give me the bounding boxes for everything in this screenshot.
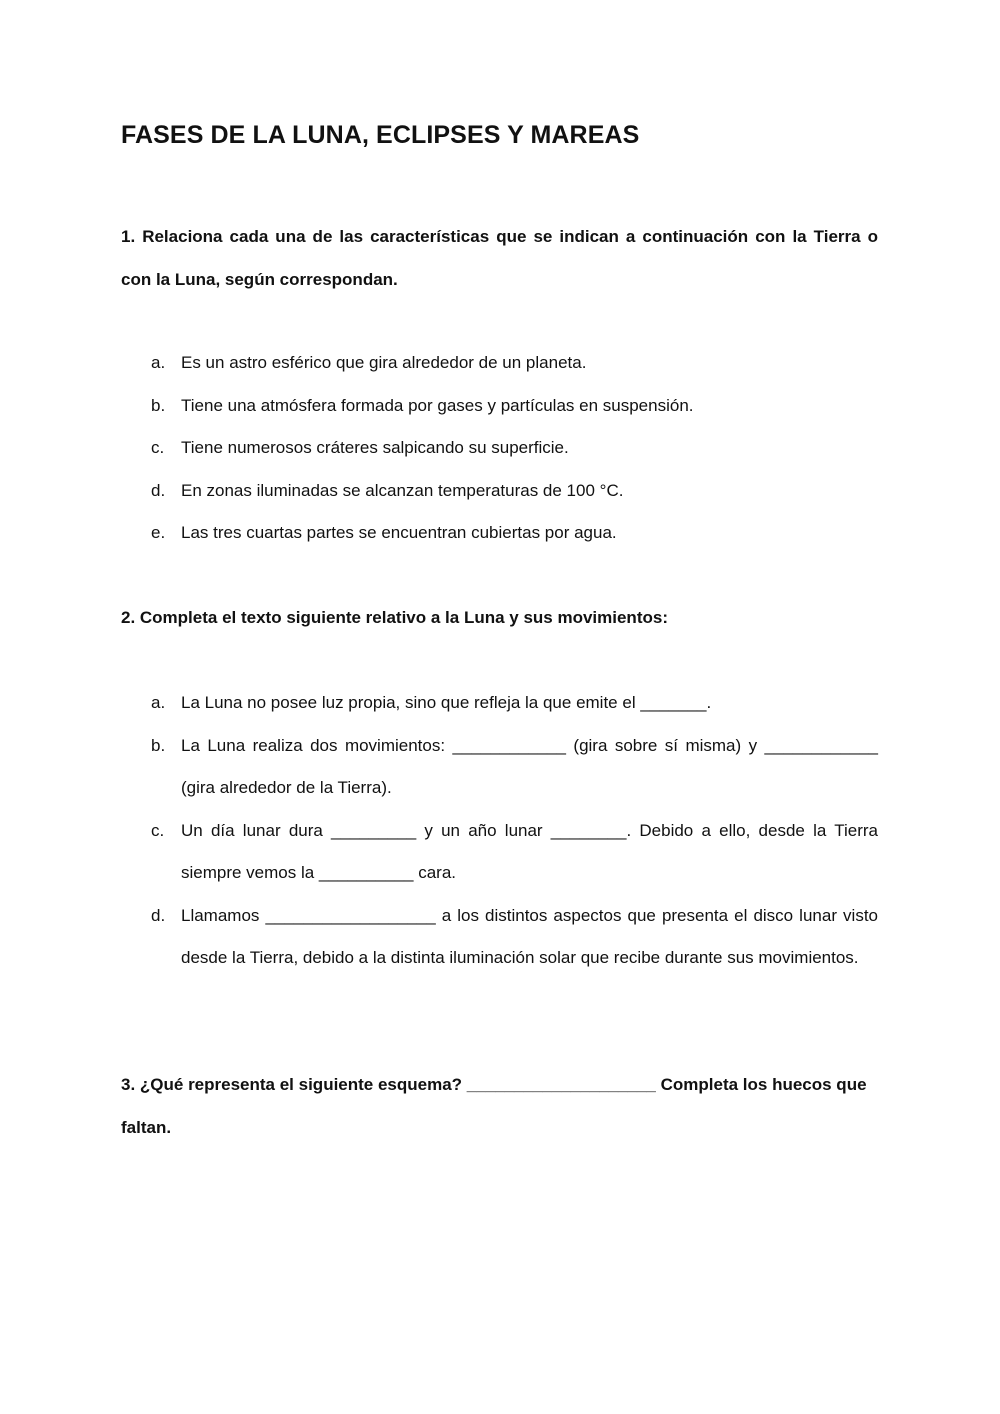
item-marker: c. (151, 438, 165, 457)
list-item (121, 385, 878, 428)
list-item (121, 470, 878, 513)
list-item (121, 895, 878, 980)
list-item (121, 512, 878, 555)
item-text: Tiene una atmósfera formada por gases y partículas en suspensión. (181, 395, 694, 415)
list-item (121, 810, 878, 895)
page-title: FASES DE LA LUNA, ECLIPSES Y MAREAS (121, 121, 640, 149)
item-text: Un día lunar dura _________ y un año lunar ________. Debido a ello, desde la Tierra siempre vemos la __________ cara. (181, 820, 878, 882)
list-item (121, 427, 878, 470)
item-text: Las tres cuartas partes se encuentran cubiertas por agua. (181, 523, 617, 542)
question-2-prompt: 2. Completa el texto siguiente relativo a la Luna y sus movimientos: (121, 608, 668, 627)
item-marker: d. (151, 480, 166, 500)
item-marker: a. (151, 693, 166, 712)
question-3-prompt: 3. ¿Qué representa el siguiente esquema? ____________________ Completa los huecos que faltan. (121, 1075, 867, 1137)
question-1-list (121, 342, 878, 555)
question-2-list (121, 682, 878, 980)
item-marker: b. (151, 395, 166, 415)
item-marker: d. (151, 905, 166, 925)
item-text: La Luna realiza dos movimientos: ____________ (gira sobre sí misma) y ____________ (gira alrededor de la Tierra). (181, 735, 878, 797)
item-marker: a. (151, 353, 166, 372)
list-item (121, 682, 878, 725)
item-text: Es un astro esférico que gira alrededor de un planeta. (181, 353, 587, 372)
item-text: En zonas iluminadas se alcanzan temperaturas de 100 °C. (181, 480, 624, 500)
list-item (121, 342, 878, 385)
item-text: Llamamos __________________ a los distintos aspectos que presenta el disco lunar visto desde la Tierra, debido a la distinta iluminación solar que recibe durante sus movimientos. (181, 905, 878, 967)
item-marker: b. (151, 735, 166, 755)
list-item (121, 725, 878, 810)
item-text: Tiene numerosos cráteres salpicando su superficie. (181, 438, 569, 457)
item-marker: c. (151, 820, 165, 840)
item-text: La Luna no posee luz propia, sino que refleja la que emite el _______. (181, 693, 712, 712)
question-1-prompt: 1. Relaciona cada una de las características que se indican a continuación con la Tierra o con la Luna, según correspondan. (121, 227, 878, 289)
item-marker: e. (151, 523, 166, 542)
